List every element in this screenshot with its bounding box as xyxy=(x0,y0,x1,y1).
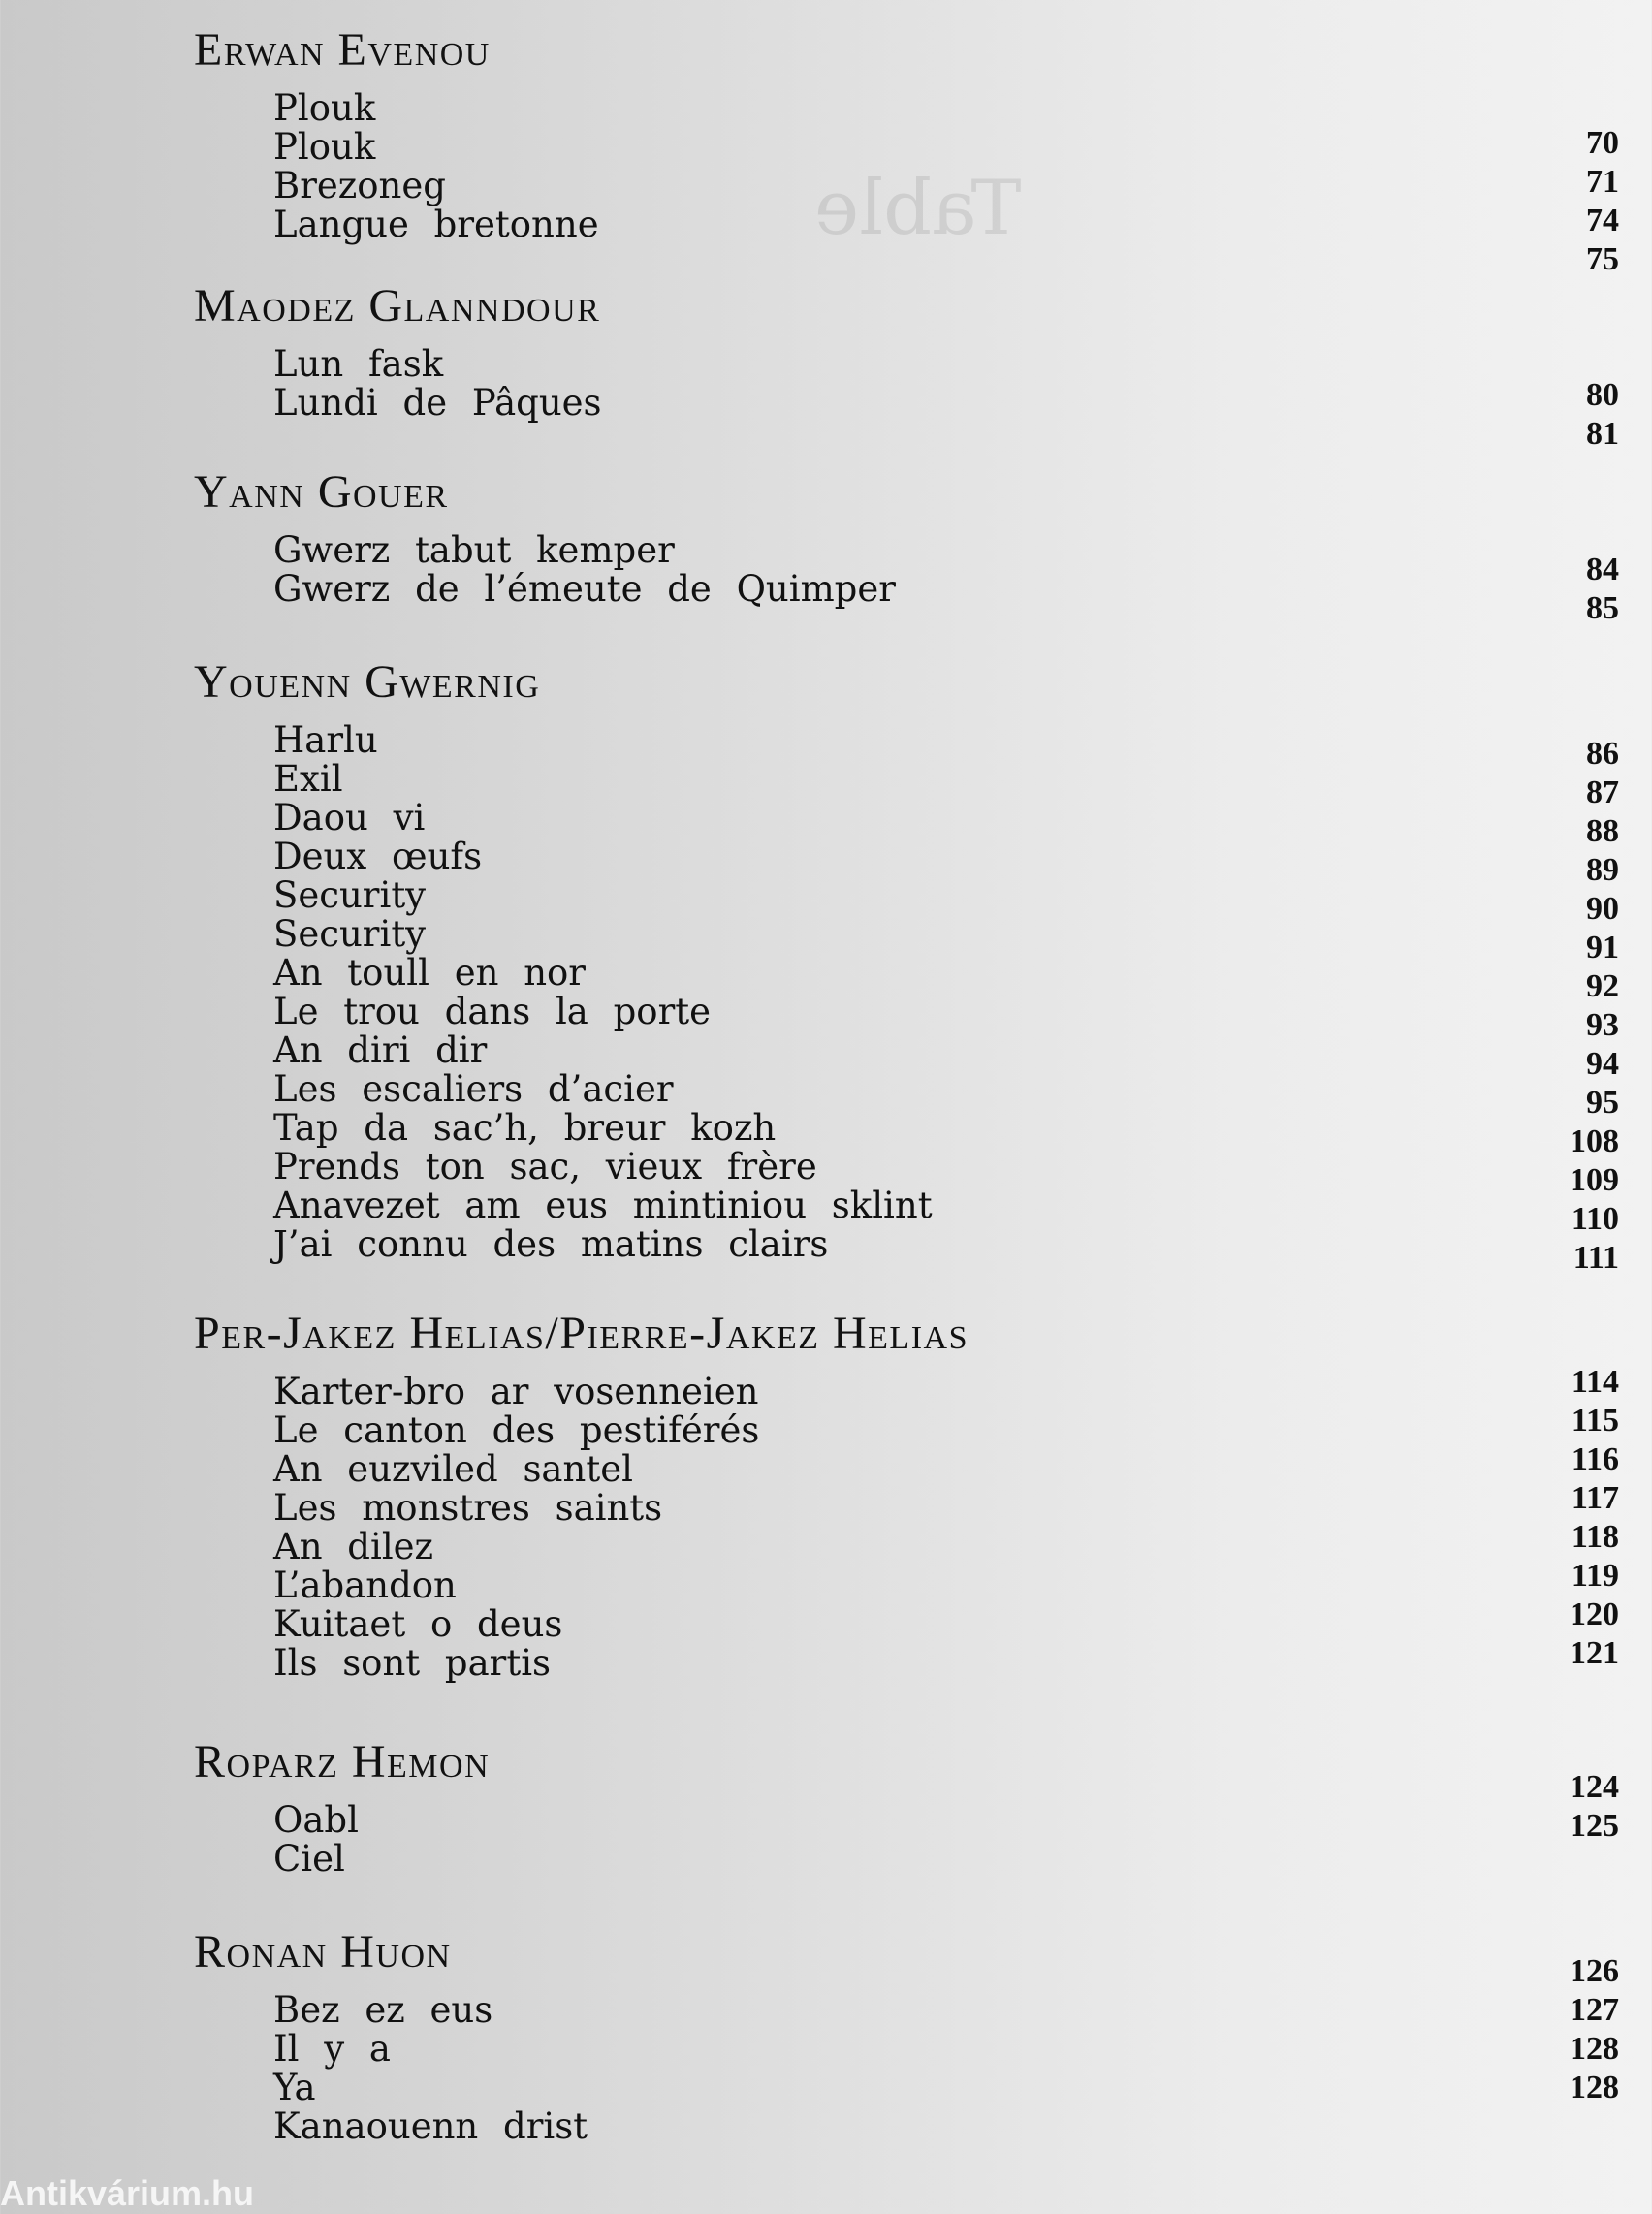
author-heading: Maodez Glanndour xyxy=(194,280,601,332)
poem-title: Security xyxy=(273,874,427,916)
toc-section xyxy=(194,1308,969,1684)
page-number: 121 xyxy=(1570,1635,1619,1671)
poem-title: Prends ton sac, vieux frère xyxy=(273,1146,817,1187)
poem-title-list xyxy=(273,345,602,423)
poem-title: Tap da sac’h, breur kozh xyxy=(273,1107,777,1149)
poem-title: Les monstres saints xyxy=(273,1487,663,1529)
poem-title: Ya xyxy=(273,2067,316,2108)
toc-section xyxy=(194,466,896,610)
page-number: 128 xyxy=(1570,2031,1619,2067)
page-number: 108 xyxy=(1570,1123,1619,1159)
poem-title: An dilez xyxy=(273,1526,434,1567)
page-number: 93 xyxy=(1586,1007,1619,1043)
page-number: 91 xyxy=(1586,930,1619,965)
page-number: 127 xyxy=(1570,1992,1619,2028)
poem-title: Daou vi xyxy=(273,797,426,838)
poem-title: Anavezet am eus mintiniou sklint xyxy=(273,1185,933,1226)
poem-title-list xyxy=(273,531,896,609)
poem-title: Lundi de Pâques xyxy=(273,382,602,424)
page-number: 124 xyxy=(1570,1769,1619,1805)
poem-title: Les escaliers d’acier xyxy=(273,1068,674,1110)
poem-title: Kuitaet o deus xyxy=(273,1603,563,1645)
page-number: 119 xyxy=(1571,1558,1619,1594)
bleed-through-text: Table xyxy=(814,165,1022,252)
page-number: 117 xyxy=(1571,1480,1619,1516)
toc-section xyxy=(194,656,933,1265)
page-number: 81 xyxy=(1586,416,1619,452)
page-number: 115 xyxy=(1571,1403,1619,1439)
poem-title: Deux œufs xyxy=(273,836,483,877)
page-number-group xyxy=(1541,124,1619,279)
poem-title: Langue bretonne xyxy=(273,204,599,245)
poem-title: Plouk xyxy=(273,126,376,168)
page-number: 71 xyxy=(1586,164,1619,200)
poem-title: An toull en nor xyxy=(273,952,586,994)
page-number: 70 xyxy=(1586,125,1619,161)
poem-title: Ciel xyxy=(273,1838,345,1880)
page-number: 92 xyxy=(1586,968,1619,1004)
poem-title-list xyxy=(273,1373,969,1683)
page-number: 80 xyxy=(1586,377,1619,413)
poem-title: Plouk xyxy=(273,87,376,129)
page-number: 111 xyxy=(1573,1240,1619,1276)
page-number: 86 xyxy=(1586,736,1619,772)
poem-title: Exil xyxy=(273,758,343,800)
poem-title: Le trou dans la porte xyxy=(273,991,712,1032)
poem-title: Gwerz tabut kemper xyxy=(273,529,675,571)
page-number: 84 xyxy=(1586,552,1619,587)
poem-title: Security xyxy=(273,913,427,955)
page-number: 87 xyxy=(1586,775,1619,810)
author-heading: Erwan Evenou xyxy=(194,24,491,76)
page-number: 114 xyxy=(1571,1364,1619,1400)
author-heading: Roparz Hemon xyxy=(194,1736,491,1787)
page-number: 125 xyxy=(1570,1808,1619,1844)
poem-title: Brezoneg xyxy=(273,165,446,206)
page-number: 116 xyxy=(1571,1441,1619,1477)
page-number: 110 xyxy=(1571,1201,1619,1237)
poem-title: L’abandon xyxy=(273,1565,457,1606)
page-number: 109 xyxy=(1570,1162,1619,1198)
poem-title-list xyxy=(273,89,599,244)
poem-title: An euzviled santel xyxy=(273,1448,633,1490)
author-heading: Per-Jakez Helias/Pierre-Jakez Helias xyxy=(194,1308,969,1359)
poem-title: Le canton des pestiférés xyxy=(273,1409,760,1451)
page-number-group xyxy=(1541,1363,1619,1673)
poem-title: Ils sont partis xyxy=(273,1642,552,1684)
poem-title: An diri dir xyxy=(273,1029,488,1071)
page-number-group xyxy=(1541,735,1619,1278)
page-number: 120 xyxy=(1570,1597,1619,1632)
page-number: 94 xyxy=(1586,1046,1619,1082)
poem-title: Oabl xyxy=(273,1799,359,1841)
page-number-group xyxy=(1541,376,1619,454)
author-heading: Ronan Huon xyxy=(194,1926,452,1977)
poem-title: Kanaouenn drist xyxy=(273,2105,588,2147)
poem-title-list xyxy=(273,721,933,1264)
poem-title: Gwerz de l’émeute de Quimper xyxy=(273,568,896,610)
poem-title-list xyxy=(273,1801,490,1879)
page-number: 90 xyxy=(1586,891,1619,927)
page-number: 128 xyxy=(1570,2070,1619,2105)
page-number-group xyxy=(1541,1768,1619,1846)
page-number: 85 xyxy=(1586,590,1619,626)
page-number: 95 xyxy=(1586,1085,1619,1121)
page-number: 88 xyxy=(1586,813,1619,849)
poem-title: J’ai connu des matins clairs xyxy=(273,1223,829,1265)
watermark: Antikvárium.hu xyxy=(0,2173,255,2213)
poem-title: Il y a xyxy=(273,2028,391,2070)
page-number-group xyxy=(1541,551,1619,628)
toc-section xyxy=(194,1926,588,2147)
poem-title: Karter-bro ar vosenneien xyxy=(273,1371,759,1412)
toc-section xyxy=(194,1736,491,1880)
poem-title: Bez ez eus xyxy=(273,1989,493,2031)
page-number: 126 xyxy=(1570,1953,1619,1989)
poem-title-list xyxy=(273,1991,588,2146)
page-number: 75 xyxy=(1586,241,1619,277)
page-number: 118 xyxy=(1571,1519,1619,1555)
page-number-group xyxy=(1541,1952,1619,2107)
author-heading: Youenn Gwernig xyxy=(194,656,541,708)
author-heading: Yann Gouer xyxy=(194,466,449,518)
page-number: 74 xyxy=(1586,203,1619,238)
toc-section xyxy=(194,280,602,424)
page-number: 89 xyxy=(1586,852,1619,888)
toc-section xyxy=(194,24,599,245)
poem-title: Lun fask xyxy=(273,343,444,385)
poem-title: Harlu xyxy=(273,719,378,761)
